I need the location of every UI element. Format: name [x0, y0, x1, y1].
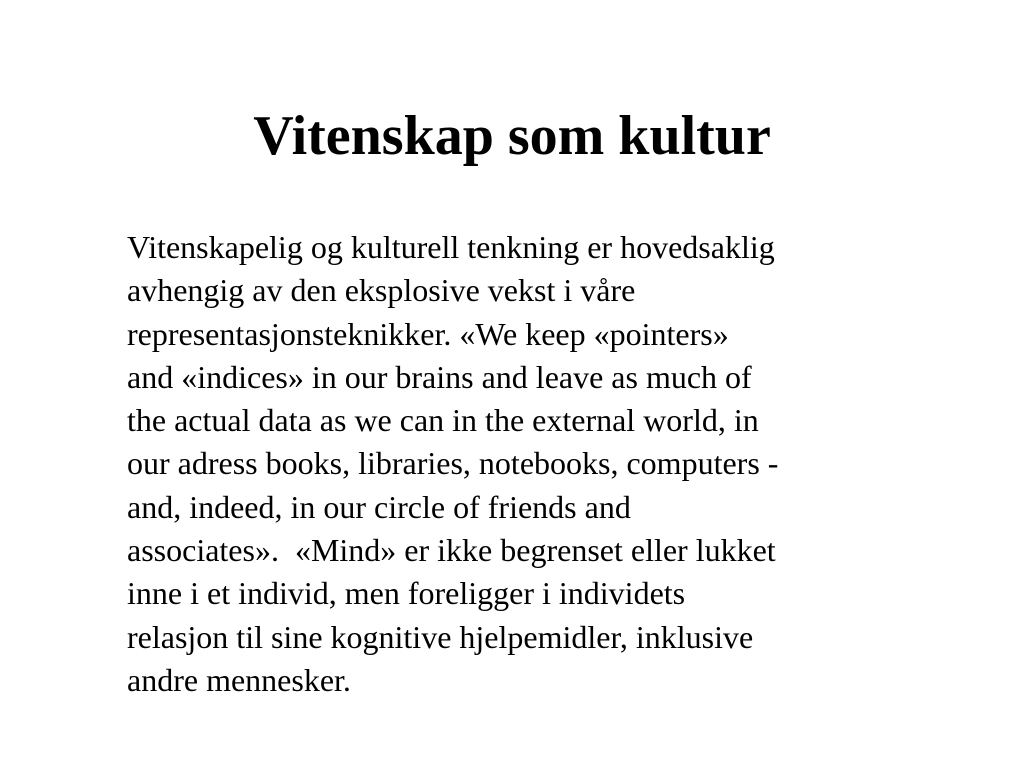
body-line: inne i et individ, men foreligger i individets [127, 575, 686, 612]
body-line: relasjon til sine kognitive hjelpemidler, inklusive [127, 618, 754, 655]
body-line: the actual data as we can in the external world, in [127, 402, 759, 439]
body-line: and, indeed, in our circle of friends and [127, 488, 631, 525]
body-line: avhengig av den eksplosive vekst i våre [127, 272, 636, 309]
slide-title: Vitenskap som kultur [253, 105, 771, 167]
body-line: andre mennesker. [127, 661, 351, 698]
body-line: our adress books, libraries, notebooks, computers - [127, 445, 779, 482]
body-line: associates». «Mind» er ikke begrenset eller lukket [127, 532, 776, 569]
body-line: Vitenskapelig og kulturell tenkning er hovedsaklig [127, 229, 775, 265]
body-line: and «indices» in our brains and leave as much of [127, 358, 752, 395]
body-line: representasjonsteknikker. «We keep «pointers» [127, 315, 729, 352]
slide-body [127, 226, 957, 702]
